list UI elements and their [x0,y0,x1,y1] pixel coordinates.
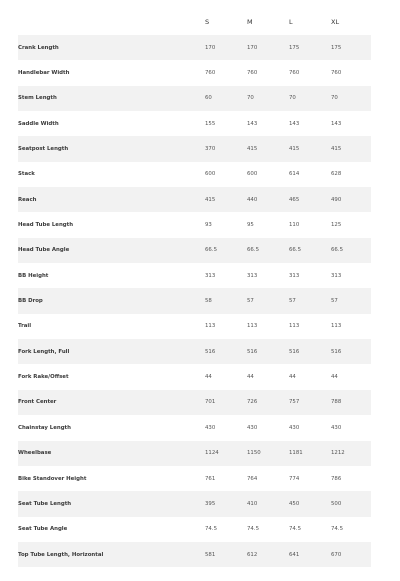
table-row [18,314,371,339]
cell-value: 760 [205,60,247,85]
cell-value: 313 [247,263,289,288]
row-label: Seat Tube Angle [18,517,205,542]
cell-value: 313 [205,263,247,288]
cell-value: 313 [289,263,331,288]
cell-value: 410 [247,491,289,516]
cell-value: 614 [289,162,331,187]
size-header-m[interactable]: M [247,18,253,26]
table-row [18,517,371,542]
cell-value: 786 [331,466,371,491]
cell-value: 95 [247,212,289,237]
cell-value: 430 [289,415,331,440]
cell-value: 516 [247,339,289,364]
cell-value: 155 [205,111,247,136]
cell-value: 415 [205,187,247,212]
cell-value: 490 [331,187,371,212]
cell-value: 143 [331,111,371,136]
cell-value: 70 [247,86,289,111]
cell-value: 44 [247,364,289,389]
geometry-table-body [18,35,371,567]
size-header-xl[interactable]: XL [331,18,340,26]
cell-value: 57 [247,288,289,313]
cell-value: 1181 [289,441,331,466]
row-label: Chainstay Length [18,415,205,440]
cell-value: 1212 [331,441,371,466]
table-row [18,339,371,364]
cell-value: 430 [205,415,247,440]
row-label: Crank Length [18,35,205,60]
row-label: Wheelbase [18,441,205,466]
cell-value: 516 [331,339,371,364]
cell-value: 450 [289,491,331,516]
cell-value: 430 [331,415,371,440]
cell-value: 170 [247,35,289,60]
cell-value: 113 [205,314,247,339]
cell-value: 170 [205,35,247,60]
cell-value: 313 [331,263,371,288]
cell-value: 516 [289,339,331,364]
cell-value: 66.5 [331,238,371,263]
cell-value: 701 [205,390,247,415]
table-row [18,238,371,263]
cell-value: 74.5 [247,517,289,542]
cell-value: 74.5 [331,517,371,542]
cell-value: 1124 [205,441,247,466]
cell-value: 57 [331,288,371,313]
table-row [18,288,371,313]
row-label: Stack [18,162,205,187]
cell-value: 430 [247,415,289,440]
cell-value: 757 [289,390,331,415]
table-row [18,86,371,111]
row-label: Fork Rake/Offset [18,364,205,389]
cell-value: 764 [247,466,289,491]
cell-value: 44 [205,364,247,389]
cell-value: 415 [247,136,289,161]
table-row [18,35,371,60]
cell-value: 760 [331,60,371,85]
cell-value: 774 [289,466,331,491]
cell-value: 641 [289,542,331,567]
table-row [18,162,371,187]
table-row [18,364,371,389]
cell-value: 612 [247,542,289,567]
cell-value: 726 [247,390,289,415]
table-row [18,390,371,415]
row-label: Stem Length [18,86,205,111]
row-label: BB Drop [18,288,205,313]
cell-value: 143 [289,111,331,136]
cell-value: 175 [331,35,371,60]
row-label: Top Tube Length, Horizontal [18,542,205,567]
cell-value: 415 [289,136,331,161]
table-row [18,187,371,212]
cell-value: 113 [331,314,371,339]
cell-value: 70 [289,86,331,111]
cell-value: 110 [289,212,331,237]
row-label: BB Height [18,263,205,288]
cell-value: 113 [289,314,331,339]
table-row [18,136,371,161]
size-header [18,10,371,35]
row-label: Bike Standover Height [18,466,205,491]
table-row [18,60,371,85]
cell-value: 74.5 [289,517,331,542]
row-label: Saddle Width [18,111,205,136]
cell-value: 395 [205,491,247,516]
cell-value: 370 [205,136,247,161]
cell-value: 628 [331,162,371,187]
cell-value: 125 [331,212,371,237]
geometry-table [18,35,371,567]
table-row [18,263,371,288]
cell-value: 143 [247,111,289,136]
row-label: Handlebar Width [18,60,205,85]
cell-value: 516 [205,339,247,364]
table-row [18,441,371,466]
cell-value: 670 [331,542,371,567]
row-label: Fork Length, Full [18,339,205,364]
cell-value: 44 [331,364,371,389]
cell-value: 58 [205,288,247,313]
cell-value: 600 [247,162,289,187]
size-header-s[interactable]: S [205,18,210,26]
cell-value: 93 [205,212,247,237]
cell-value: 70 [331,86,371,111]
table-row [18,111,371,136]
row-label: Front Center [18,390,205,415]
cell-value: 761 [205,466,247,491]
cell-value: 440 [247,187,289,212]
table-row [18,415,371,440]
row-label: Head Tube Length [18,212,205,237]
cell-value: 66.5 [289,238,331,263]
row-label: Trail [18,314,205,339]
table-row [18,212,371,237]
cell-value: 788 [331,390,371,415]
cell-value: 113 [247,314,289,339]
row-label: Seat Tube Length [18,491,205,516]
cell-value: 66.5 [205,238,247,263]
table-row [18,542,371,567]
row-label: Reach [18,187,205,212]
cell-value: 57 [289,288,331,313]
cell-value: 66.5 [247,238,289,263]
cell-value: 760 [247,60,289,85]
cell-value: 500 [331,491,371,516]
cell-value: 44 [289,364,331,389]
cell-value: 581 [205,542,247,567]
cell-value: 415 [331,136,371,161]
row-label: Seatpost Length [18,136,205,161]
cell-value: 175 [289,35,331,60]
cell-value: 600 [205,162,247,187]
cell-value: 760 [289,60,331,85]
table-row [18,491,371,516]
cell-value: 1150 [247,441,289,466]
cell-value: 60 [205,86,247,111]
cell-value: 74.5 [205,517,247,542]
cell-value: 465 [289,187,331,212]
size-header-l[interactable]: L [289,18,293,26]
table-row [18,466,371,491]
row-label: Head Tube Angle [18,238,205,263]
